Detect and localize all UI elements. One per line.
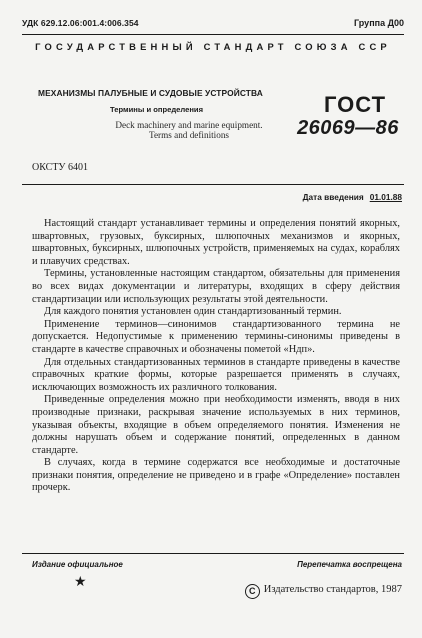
- header-top: [22, 18, 404, 32]
- header-rule: [22, 34, 404, 35]
- english-title: [94, 120, 284, 140]
- english-title-line-2: Terms and definitions: [149, 130, 229, 140]
- english-title-line-1: Deck machinery and marine equipment.: [115, 120, 263, 130]
- gost-number: 26069—86: [297, 117, 399, 139]
- udk-code: УДК 629.12.06:001.4:006.354: [22, 18, 139, 28]
- official-edition-label: Издание официальное: [32, 560, 123, 569]
- copyright-text: Издательство стандартов, 1987: [263, 584, 402, 595]
- paragraph: В случаях, когда в термине содержатся все необходимые и достаточные признаки понятия, определение не приведено и в графе «Определение» поставлен прочерк.: [32, 457, 400, 494]
- state-standard-banner: ГОСУДАРСТВЕННЫЙ СТАНДАРТ СОЮЗА ССР: [35, 41, 391, 52]
- paragraph: Термины, установленные настоящим стандартом, обязательны для применения во всех видах документации и литературы, входящих в сферу действия стандартизации или использующих результаты этой деятельности.: [32, 268, 400, 305]
- copyright-line: [245, 584, 402, 599]
- date-value: 01.01.88: [369, 192, 402, 202]
- introduction-date: [303, 192, 402, 202]
- date-label: Дата введения: [302, 192, 364, 202]
- paragraph: Для отдельных стандартизованных терминов в стандарте приведены в качестве справочных краткие формы, которые разрешается применять в случаях, исключающих возможность их различного толкования.: [32, 356, 400, 393]
- paragraph: Применение терминов—синонимов стандартизованного термина не допускается. Недопустимые к применению термины-синонимы приведены в стандарте в качестве справочных и обозначены пометой «Ндп».: [32, 318, 400, 355]
- section-rule: [22, 184, 404, 185]
- body-text: [32, 218, 400, 495]
- paragraph: Для каждого понятия установлен один стандартизованный термин.: [44, 306, 342, 318]
- standard-title: МЕХАНИЗМЫ ПАЛУБНЫЕ И СУДОВЫЕ УСТРОЙСТВА: [38, 88, 263, 98]
- reprint-prohibited-label: Перепечатка воспрещена: [297, 560, 402, 569]
- group-code: Группа Д00: [354, 18, 404, 28]
- copyright-icon: C: [245, 584, 260, 599]
- star-icon: ★: [74, 575, 87, 590]
- okstu-code: ОКСТУ 6401: [32, 162, 89, 173]
- footer-rule: [22, 553, 404, 554]
- gost-label: ГОСТ: [323, 92, 387, 117]
- standard-subtitle: Термины и определения: [110, 105, 204, 114]
- paragraph: Приведенные определения можно при необходимости изменять, вводя в них производные признаки, раскрывая значение используемых в них терминов, указывая объекты, входящие в объем определяемого понятия. Изменения не должны нарушать объем и содержание понятий, определенных в данном стандарте.: [32, 394, 400, 456]
- paragraph: Настоящий стандарт устанавливает термины и определения понятий якорных, швартовных, грузовых, буксирных, шлюпочных механизмов и якорных, швартовных, буксирных, шлюпочных устройств, применяемых на судах, кораблях и плавучих средствах.: [32, 218, 400, 267]
